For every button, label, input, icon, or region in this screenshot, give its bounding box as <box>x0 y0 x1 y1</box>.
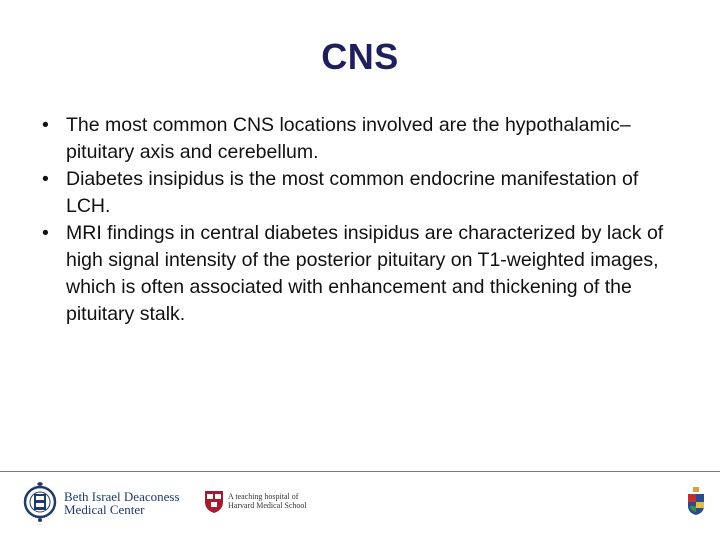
bidmc-seal-icon <box>22 480 58 524</box>
teaching-hospital-text <box>228 492 318 510</box>
bullet-list <box>40 112 680 328</box>
crest-icon <box>686 486 706 516</box>
bullet-item <box>40 112 680 166</box>
bullet-item <box>40 166 680 220</box>
bullet-dot-icon: • <box>42 222 49 244</box>
bullet-item <box>40 220 680 328</box>
slide-title: CNS <box>321 36 399 77</box>
org-name-line1: Beth Israel Deaconess <box>64 489 180 504</box>
harvard-shield-icon <box>204 490 224 514</box>
bullet-text: MRI findings in central diabetes insipidus are characterized by lack of high signal intensity of the posterior pituitary on T1-weighted images, which is often associated with enhancement and thickening of the pituitary stalk. <box>66 222 664 325</box>
bullet-text: Diabetes insipidus is the most common endocrine manifestation of LCH. <box>66 168 639 217</box>
org-name-line2: Medical Center <box>64 502 145 517</box>
bullet-text: The most common CNS locations involved are the hypothalamic–pituitary axis and cerebellum. <box>66 114 631 163</box>
bullet-dot-icon: • <box>42 114 49 136</box>
teaching-line1: A teaching hospital of <box>228 492 299 501</box>
footer-divider <box>0 471 720 472</box>
teaching-line2: Harvard Medical School <box>228 501 307 510</box>
org-name <box>64 490 204 516</box>
bullet-dot-icon: • <box>42 168 49 190</box>
